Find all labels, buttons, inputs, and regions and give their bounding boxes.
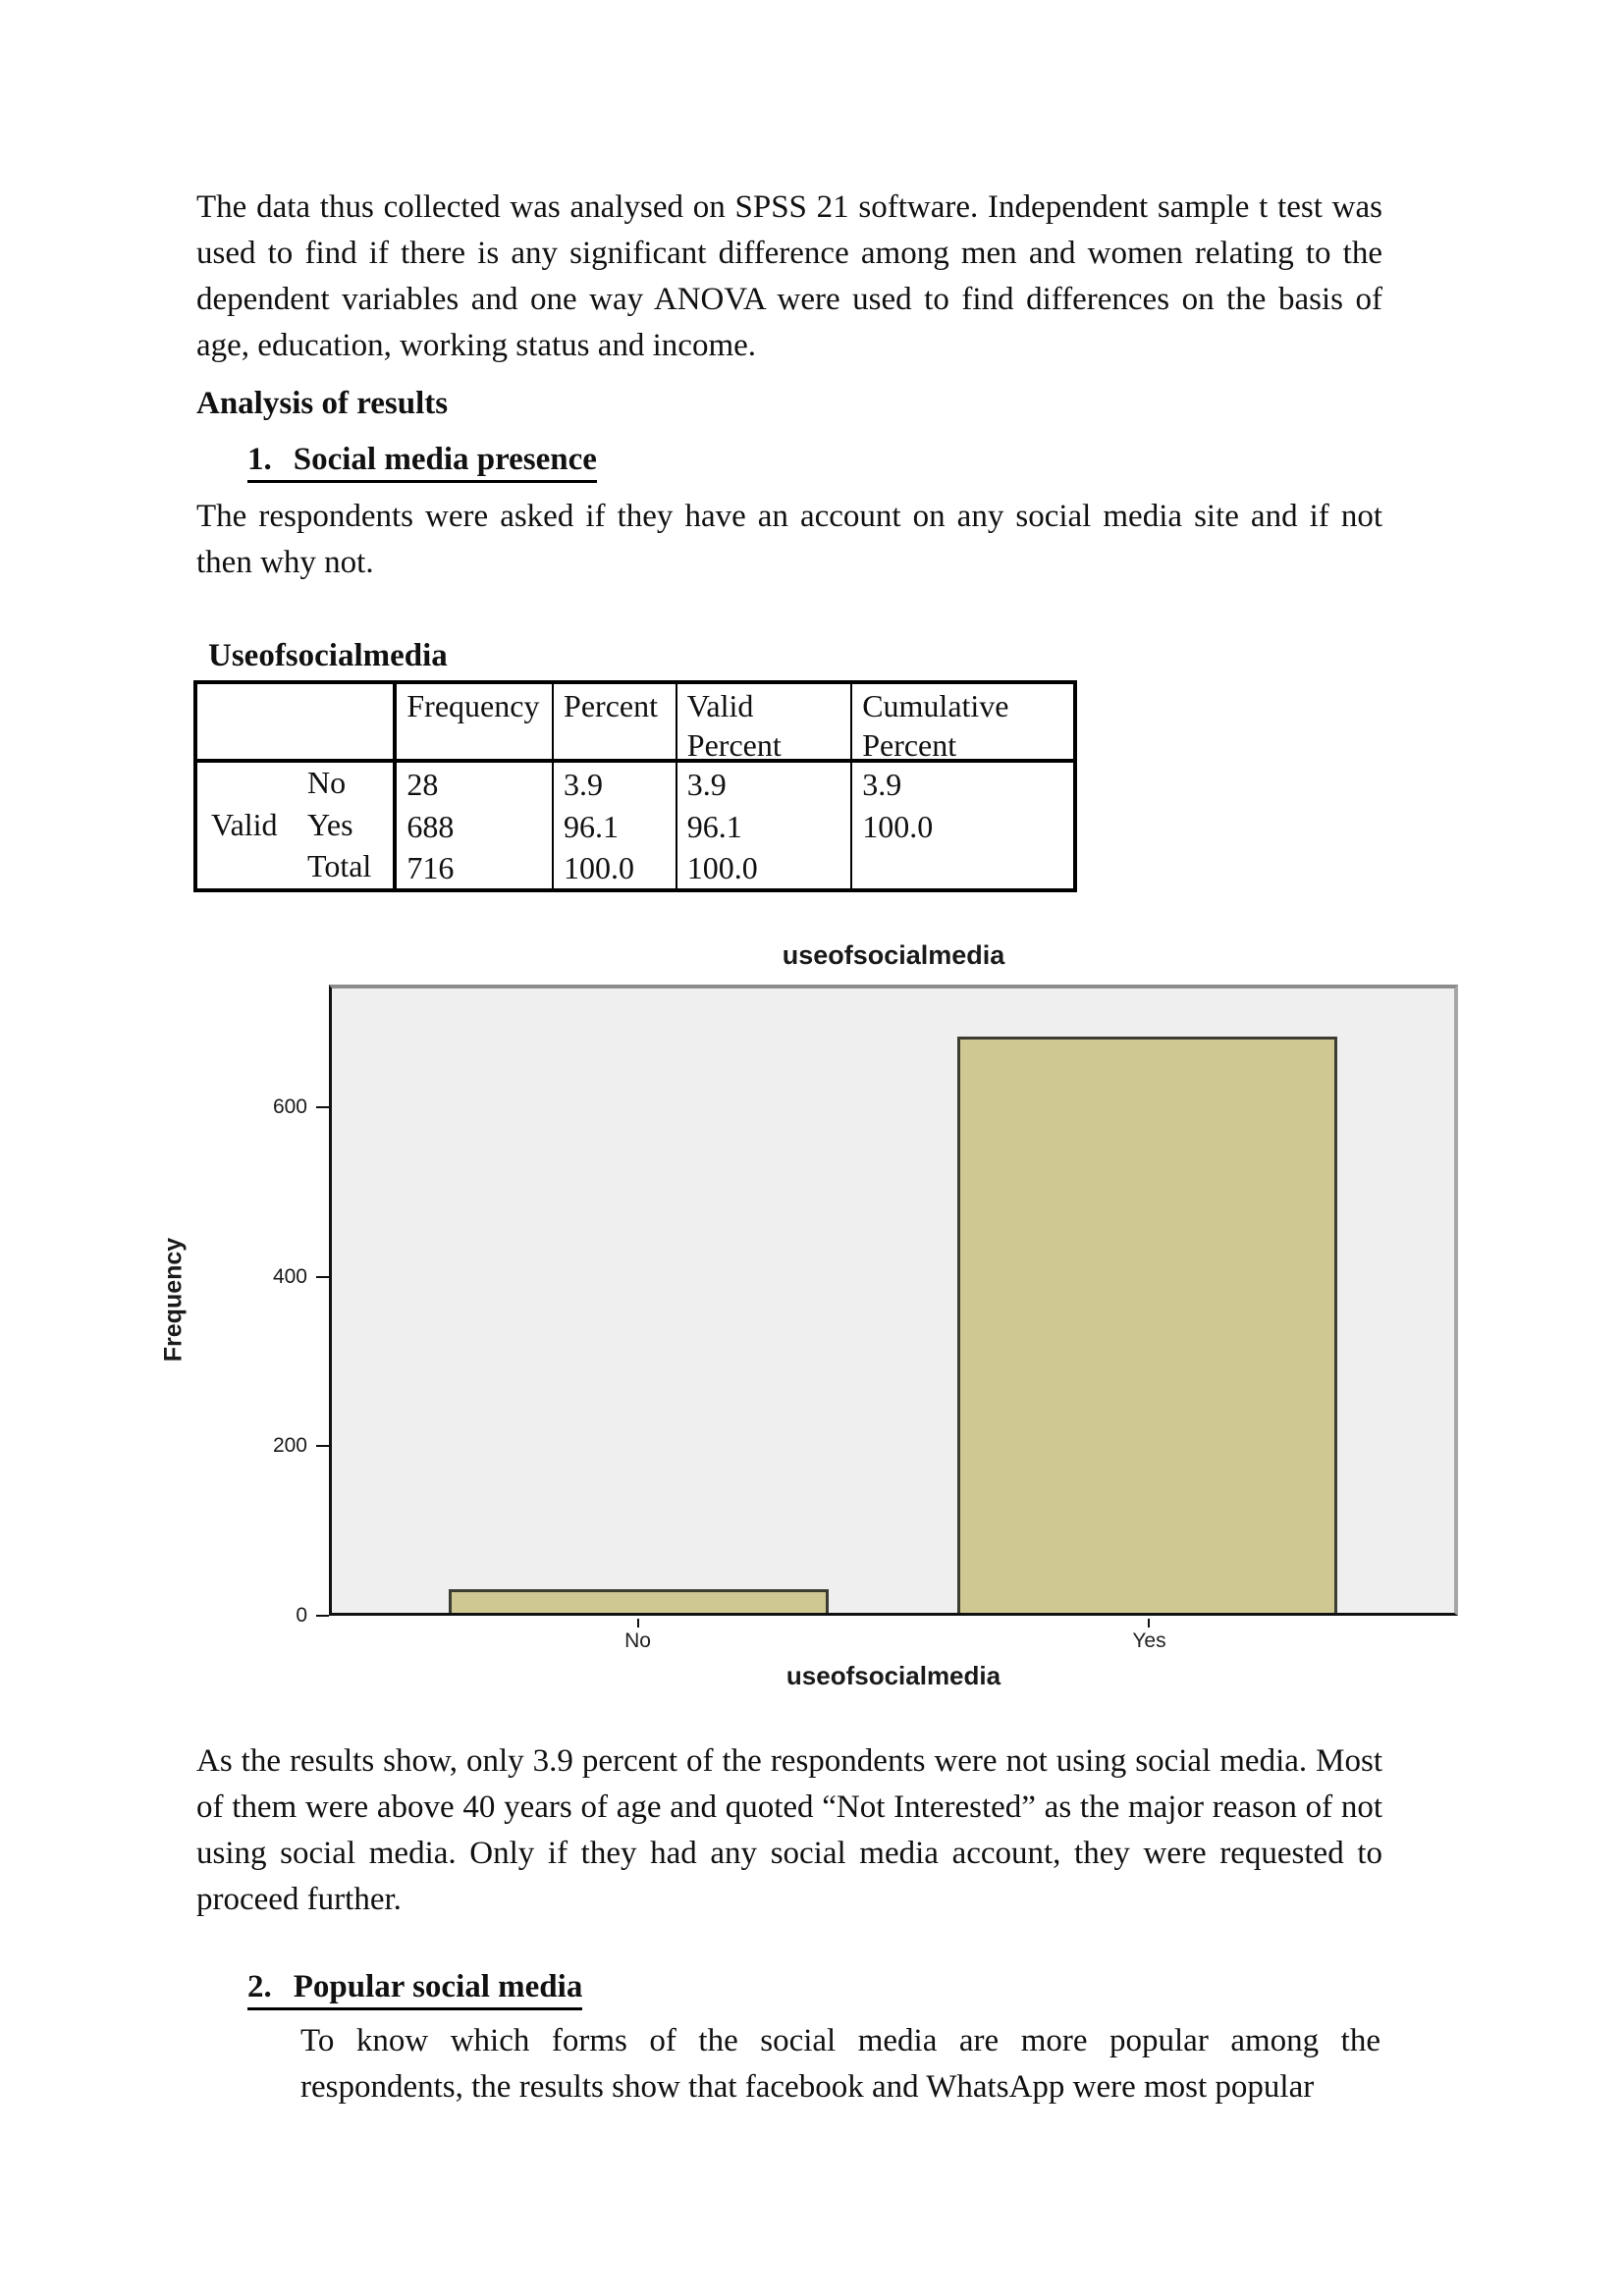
bar-no — [449, 1589, 828, 1613]
chart-title: useofsocialmedia — [782, 940, 1005, 970]
y-tick-label: 0 — [296, 1604, 307, 1627]
table-cell: 3.9 — [862, 767, 902, 802]
results-paragraph: As the results show, only 3.9 percent of the respondents were not using social media. Most of them were above 40 years of age and quoted “Not Interested” as the major reason of not using social media. Only if they had any social media account, they were requested to proceed further. — [196, 1743, 1382, 1917]
analysis-heading: Analysis of results — [196, 386, 449, 421]
x-tick-label: Yes — [1132, 1629, 1166, 1652]
row-label-no: No — [307, 765, 347, 800]
table-cell: 3.9 — [677, 763, 852, 805]
table-cell: 716 — [397, 846, 554, 888]
x-tick-mark — [1148, 1619, 1150, 1628]
table-cell: 688 — [397, 805, 554, 847]
y-tick-label: 200 — [272, 1434, 307, 1458]
table-cell: 3.9 — [554, 763, 677, 805]
table-header-valid-percent: Valid Percent — [677, 684, 852, 763]
frequency-table — [193, 680, 1077, 892]
x-tick-label: No — [624, 1629, 651, 1652]
section1-heading — [247, 442, 597, 483]
y-axis — [147, 985, 329, 1627]
y-tick-mark — [316, 1615, 329, 1617]
y-tick-mark — [316, 1106, 329, 1108]
table-row-label — [197, 846, 397, 888]
y-tick-mark — [316, 1276, 329, 1278]
section2-title: Popular social media — [293, 1969, 583, 2004]
table-row-label — [197, 763, 397, 805]
row-group-valid: Valid — [211, 806, 278, 842]
table-header-stub — [197, 684, 397, 763]
section2-paragraph: To know which forms of the social media are more popular among the respondents, the results show that facebook and WhatsApp were most popular — [300, 2023, 1380, 2105]
x-axis-title: useofsocialmedia — [785, 1661, 1001, 1690]
table-cell: 96.1 — [554, 805, 677, 847]
plot-area — [329, 985, 1458, 1616]
section1-paragraph: The respondents were asked if they have an account on any social media site and if not then why not. — [196, 499, 1382, 580]
row-label-total: Total — [307, 848, 372, 884]
y-tick-label: 600 — [272, 1095, 307, 1119]
section1-number: 1. — [247, 442, 272, 477]
table-cell: 96.1 — [677, 805, 852, 847]
table-row-label — [197, 805, 397, 847]
row-label-yes: Yes — [307, 806, 353, 842]
x-axis — [329, 1616, 1458, 1660]
section1-title: Social media presence — [293, 442, 597, 477]
y-tick-mark — [316, 1445, 329, 1447]
section2-heading — [247, 1969, 582, 2010]
section2-number: 2. — [247, 1969, 272, 2004]
table-cell: 100.0 — [862, 808, 934, 844]
bar-yes — [957, 1037, 1336, 1613]
table-header-frequency: Frequency — [397, 684, 554, 763]
table-cell: 100.0 — [554, 846, 677, 888]
table-header-cumulative-percent: Cumulative Percent — [852, 684, 1073, 763]
intro-paragraph: The data thus collected was analysed on SPSS 21 software. Independent sample t test was used to find if there is any significant difference among men and women relating to the dependent variables and one way ANOVA were used to find differences on the basis of age, education, working status and income. — [196, 189, 1382, 363]
table-cell: 100.0 — [677, 846, 852, 888]
table-cell: 28 — [397, 763, 554, 805]
y-axis-title: Frequency — [159, 1237, 188, 1362]
table-title: Useofsocialmedia — [208, 638, 448, 673]
y-tick-label: 400 — [272, 1264, 307, 1288]
table-cell — [852, 846, 1073, 888]
x-tick-mark — [637, 1619, 639, 1628]
table-header-percent: Percent — [554, 684, 677, 763]
